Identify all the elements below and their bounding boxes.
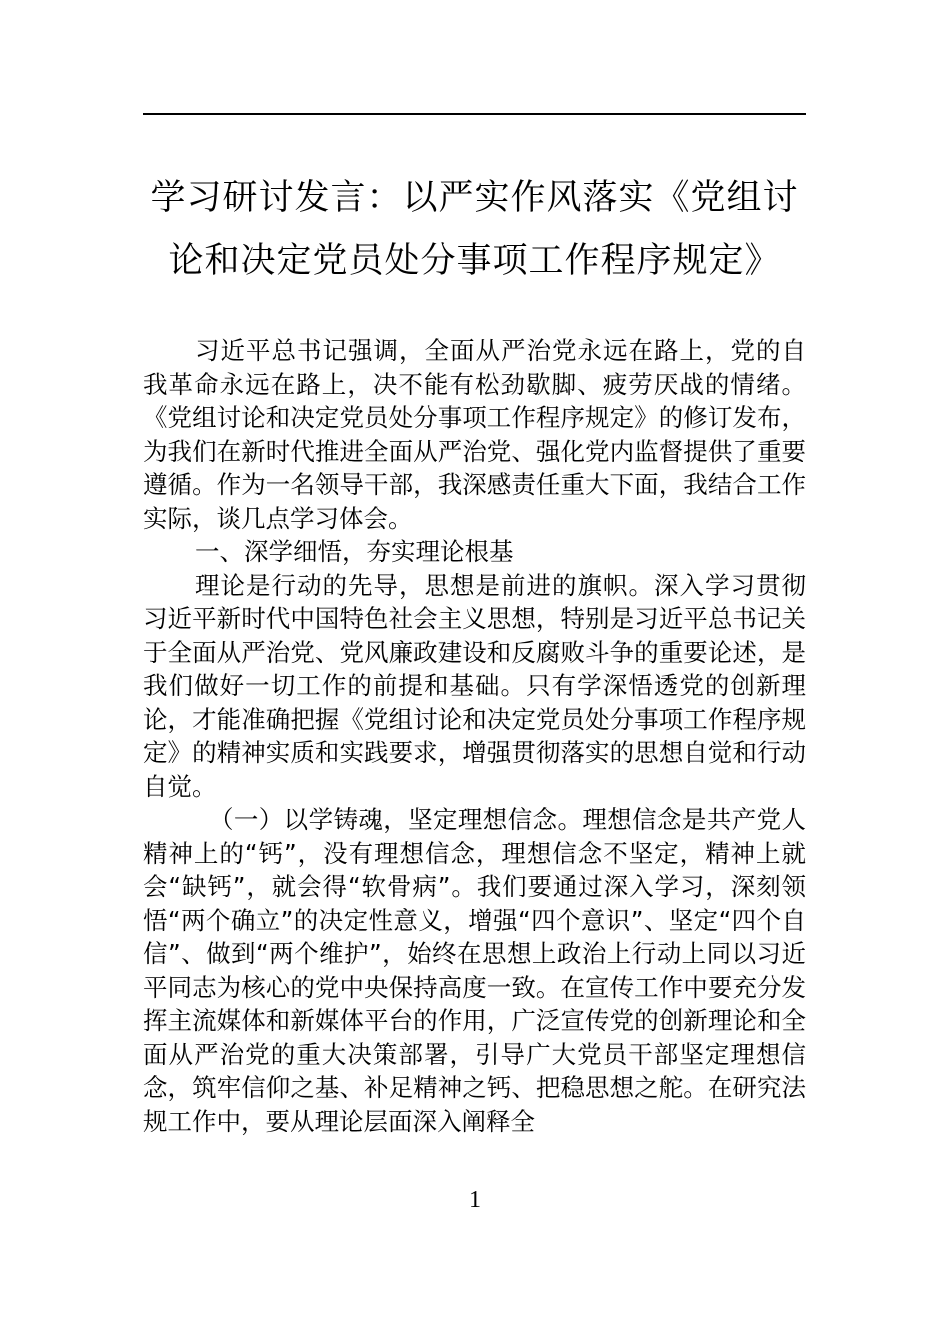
title-line-1: 学习研讨发言：以严实作风落实《党组讨 bbox=[150, 178, 799, 218]
document-body bbox=[143, 334, 806, 1138]
section-heading: 一、深学细悟，夯实理论根基 bbox=[195, 537, 514, 566]
header-rule bbox=[143, 113, 806, 115]
body-paragraph: 理论是行动的先导，思想是前进的旗帜。深入学习贯彻习近平新时代中国特色社会主义思想，特别是习近平总书记关于全面从严治党、党风廉政建设和反腐败斗争的重要论述，是我们做好一切工作的前提和基础。只有学深悟透党的创新理论，才能准确把握《党组讨论和决定党员处分事项工作程序规定》的精神实质和实践要求，增强贯彻落实的思想自觉和行动自觉。 bbox=[143, 570, 806, 801]
page-number: 1 bbox=[469, 1187, 481, 1213]
title-line-2: 论和决定党员处分事项工作程序规定》 bbox=[168, 241, 781, 281]
intro-paragraph: 习近平总书记强调，全面从严治党永远在路上，党的自我革命永远在路上，决不能有松劲歇脚、疲劳厌战的情绪。《党组讨论和决定党员处分事项工作程序规定》的修订发布，为我们在新时代推进全面从严治党、强化党内监督提供了重要遵循。作为一名领导干部，我深感责任重大下面，我结合工作实际，谈几点学习体会。 bbox=[143, 336, 806, 533]
subsection-paragraph: （一）以学铸魂，坚定理想信念。理想信念是共产党人精神上的“钙”，没有理想信念，理想信念不坚定，精神上就会“缺钙”，就会得“软骨病”。我们要通过深入学习，深刻领悟“两个确立”的决定性意义，增强“四个意识”、坚定“四个自信”、做到“两个维护”，始终在思想上政治上行动上同以习近平同志为核心的党中央保持高度一致。在宣传工作中要充分发挥主流媒体和新媒体平台的作用，广泛宣传党的创新理论和全面从严治党的重大决策部署，引导广大党员干部坚定理想信念，筑牢信仰之基、补足精神之钙、把稳思想之舵。在研究法规工作中，要从理论层面深入阐释全 bbox=[143, 805, 806, 1136]
document-title bbox=[143, 167, 806, 293]
